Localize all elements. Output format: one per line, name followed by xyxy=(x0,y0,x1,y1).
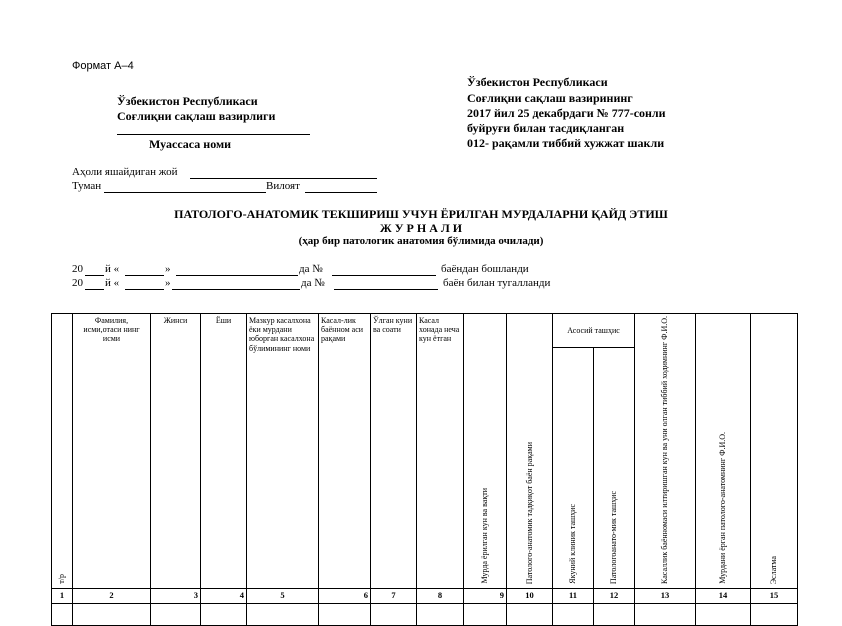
col-number: 9 xyxy=(464,589,507,604)
end-year: 20 xyxy=(72,277,83,289)
institution-line xyxy=(117,134,310,135)
start-day-close: » xyxy=(165,263,171,275)
col-number: 14 xyxy=(696,589,751,604)
col-number: 7 xyxy=(371,589,417,604)
right-header-line3: 2017 йил 25 декабрдаги № 777-сонли xyxy=(467,106,666,120)
right-header-line4: буйруғи билан тасдиқланган xyxy=(467,121,625,135)
col-header-department-text: Мазкур касалхона ёки мурдани юборган касалхона бўлимининг номи xyxy=(249,316,315,353)
col-header-days-in-hospital-text: Касал хонада неча кун ётган xyxy=(419,316,460,344)
table-cell[interactable] xyxy=(507,603,553,625)
table-cell[interactable] xyxy=(371,603,417,625)
col-header-age xyxy=(201,314,247,589)
col-number: 8 xyxy=(417,589,464,604)
col-header-main-diagnosis xyxy=(553,314,635,348)
col-header-pathologist xyxy=(696,314,751,589)
start-year-blank xyxy=(85,275,104,276)
table-cell[interactable] xyxy=(52,603,73,625)
right-header-line1: Ўзбекистон Республикаси xyxy=(467,75,608,89)
table-cell[interactable] xyxy=(635,603,696,625)
col-header-autopsy-time-text: Мурда ёрилган кун ва вақти xyxy=(480,488,490,584)
col-header-index-text: т/р xyxy=(57,574,67,584)
start-day-blank xyxy=(125,275,164,276)
table-cell[interactable] xyxy=(151,603,201,625)
col-header-name-text: Фамилия, исми,отаси нинг исми xyxy=(83,316,140,344)
end-day-blank xyxy=(125,289,164,290)
right-header-line2: Соғлиқни сақлаш вазирининг xyxy=(467,91,633,105)
start-day-open: й « xyxy=(105,263,120,275)
col-number: 1 xyxy=(52,589,73,604)
col-header-age-text: Ёши xyxy=(215,316,232,325)
col-header-pathological-diagnosis xyxy=(594,347,635,588)
col-header-pathologist-text: Мурдани ёрган патолого-анатомнинг Ф.И.О. xyxy=(718,432,728,584)
start-da: да № xyxy=(299,263,323,275)
col-header-sex-text: Жинси xyxy=(163,316,188,325)
col-header-clinical-diagnosis-text: Якуний клиник ташҳис xyxy=(568,504,578,584)
col-number: 5 xyxy=(247,589,319,604)
col-header-main-diagnosis-text: Асосий ташҳис xyxy=(567,325,620,335)
column-numbers-row xyxy=(52,589,798,604)
format-label: Формат А–4 xyxy=(72,60,134,72)
col-header-death-time-text: Ўлган куни ва соати xyxy=(373,316,413,335)
col-header-clinical-diagnosis xyxy=(553,347,594,588)
col-number: 2 xyxy=(73,589,151,604)
start-end-text: баёндан бошланди xyxy=(441,263,529,275)
table-cell[interactable] xyxy=(464,603,507,625)
col-header-department xyxy=(247,314,319,589)
title-line3: (ҳар бир патологик анатомия бўлимида очилади) xyxy=(298,235,544,247)
table-row xyxy=(52,603,798,625)
residence-line xyxy=(190,178,377,179)
start-month-blank xyxy=(176,275,298,276)
table-cell[interactable] xyxy=(73,603,151,625)
col-number: 10 xyxy=(507,589,553,604)
end-year-blank xyxy=(85,289,104,290)
table-cell[interactable] xyxy=(201,603,247,625)
table-cell[interactable] xyxy=(696,603,751,625)
start-year: 20 xyxy=(72,263,83,275)
col-header-report-number-text: Патолого-анатомик тадқиқот баён рақами xyxy=(524,441,534,584)
col-header-record-number xyxy=(319,314,371,589)
col-header-autopsy-time xyxy=(464,314,507,589)
col-header-notes-text: Эслатма xyxy=(769,555,779,584)
end-end-text: баён билан тугалланди xyxy=(443,277,551,289)
table-cell[interactable] xyxy=(319,603,371,625)
end-day-close: » xyxy=(165,277,171,289)
col-header-days-in-hospital xyxy=(417,314,464,589)
journal-table xyxy=(51,313,798,626)
region-label: Вилоят xyxy=(266,180,300,192)
region-line xyxy=(305,192,377,193)
col-header-pathological-diagnosis-text: Патологоанато-мик ташҳис xyxy=(609,490,619,584)
table-cell[interactable] xyxy=(594,603,635,625)
district-line xyxy=(104,192,266,193)
district-label: Туман xyxy=(72,180,102,192)
institution-label: Муассаса номи xyxy=(149,137,232,151)
start-number-blank xyxy=(332,275,436,276)
col-header-death-time xyxy=(371,314,417,589)
col-header-record-receiver xyxy=(635,314,696,589)
left-header-line2: Соғлиқни сақлаш вазирлиги xyxy=(117,109,276,123)
residence-label: Аҳоли яшайдиган жой xyxy=(72,166,178,178)
end-da: да № xyxy=(301,277,325,289)
col-number: 12 xyxy=(594,589,635,604)
col-header-notes xyxy=(751,314,798,589)
col-number: 3 xyxy=(151,589,201,604)
end-month-blank xyxy=(172,289,300,290)
col-header-record-number-text: Касал-лик баённом аси рақами xyxy=(321,316,364,344)
col-number: 4 xyxy=(201,589,247,604)
table-cell[interactable] xyxy=(247,603,319,625)
table-cell[interactable] xyxy=(553,603,594,625)
end-number-blank xyxy=(334,289,438,290)
table-cell[interactable] xyxy=(751,603,798,625)
col-header-report-number xyxy=(507,314,553,589)
col-header-index xyxy=(52,314,73,589)
table-cell[interactable] xyxy=(417,603,464,625)
col-number: 11 xyxy=(553,589,594,604)
left-header-line1: Ўзбекистон Республикаси xyxy=(117,94,258,108)
col-header-record-receiver-text: Касаллик баённомаси илтиришган кун ва уни олган тиббий ходимнинг Ф.И.О. xyxy=(660,316,670,584)
title-line2: Ж У Р Н А Л И xyxy=(379,221,463,235)
title-line1: ПАТОЛОГО-АНАТОМИК ТЕКШИРИШ УЧУН ЁРИЛГАН МУРДАЛАРНИ ҚАЙД ЭТИШ xyxy=(174,207,668,221)
col-number: 6 xyxy=(319,589,371,604)
end-day-open: й « xyxy=(105,277,120,289)
col-number: 15 xyxy=(751,589,798,604)
col-number: 13 xyxy=(635,589,696,604)
col-header-name xyxy=(73,314,151,589)
right-header-line5: 012- рақамли тиббий хужжат шакли xyxy=(467,136,665,150)
col-header-sex xyxy=(151,314,201,589)
